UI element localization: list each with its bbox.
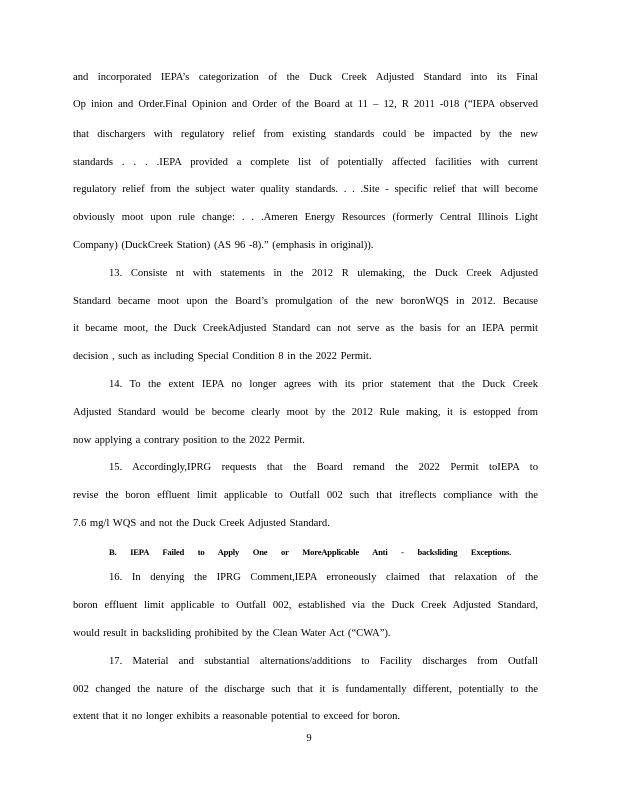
paragraph-line: would result in backsliding prohibited by the Clean Water Act (“CWA”).: [73, 628, 391, 639]
paragraph-line: 15. Accordingly,IPRG requests that the Board remand the 2022 Permit toIEPA to: [109, 462, 538, 473]
paragraph-line: 13. Consiste nt with statements in the 2012 R ulemaking, the Duck Creek Adjusted: [109, 268, 538, 279]
paragraph-line: Adjusted Standard would be become clearly moot by the 2012 Rule making, it is estopped from: [73, 407, 538, 418]
section-heading: B. IEPA Failed to Apply One or MoreApplicable Anti - backsliding Exceptions.: [109, 547, 511, 557]
paragraph-line: Standard became moot upon the Board’s promulgation of the new boronWQS in 2012. Because: [73, 296, 538, 307]
paragraph-line: that dischargers with regulatory relief from existing standards could be impacted by the new: [73, 129, 538, 140]
paragraph-line: 16. In denying the IPRG Comment,IEPA erroneously claimed that relaxation of the: [109, 572, 538, 583]
paragraph-line: Op inion and Order.Final Opinion and Order of the Board at 11 – 12, R 2011 -018 (“IEPA observed: [73, 99, 538, 110]
page-number: 9: [306, 733, 312, 744]
paragraph-line: revise the boron effluent limit applicable to Outfall 002 such that itreflects compliance with the: [73, 490, 538, 501]
paragraph-line: standards . . . .IEPA provided a complete list of potentially affected facilities with current: [73, 157, 538, 168]
paragraph-line: and incorporated IEPA’s categorization of the Duck Creek Adjusted Standard into its Final: [73, 72, 538, 83]
paragraph-line: now applying a contrary position to the 2022 Permit.: [73, 435, 305, 446]
paragraph-line: regulatory relief from the subject water quality standards. . . .Site - specific relief that will become: [73, 184, 538, 195]
paragraph-line: decision , such as including Special Condition 8 in the 2022 Permit.: [73, 351, 372, 362]
paragraph-line: obviously moot upon rule change: . . .Ameren Energy Resources (formerly Central Illinois Light: [73, 212, 538, 223]
paragraph-line: it became moot, the Duck CreekAdjusted Standard can not serve as the basis for an IEPA permit: [73, 323, 538, 334]
paragraph-line: extent that it no longer exhibits a reasonable potential to exceed for boron.: [73, 711, 401, 722]
paragraph-line: 17. Material and substantial alternations/additions to Facility discharges from Outfall: [109, 656, 538, 667]
paragraph-line: 7.6 mg/l WQS and not the Duck Creek Adjusted Standard.: [73, 518, 330, 529]
paragraph-line: 14. To the extent IEPA no longer agrees with its prior statement that the Duck Creek: [109, 379, 538, 390]
paragraph-line: 002 changed the nature of the discharge such that it is fundamentally different, potentially to the: [73, 684, 538, 695]
paragraph-line: Company) (DuckCreek Station) (AS 96 -8).” (emphasis in original)).: [73, 240, 374, 251]
paragraph-line: boron effluent limit applicable to Outfall 002, established via the Duck Creek Adjusted Standard,: [73, 600, 538, 611]
